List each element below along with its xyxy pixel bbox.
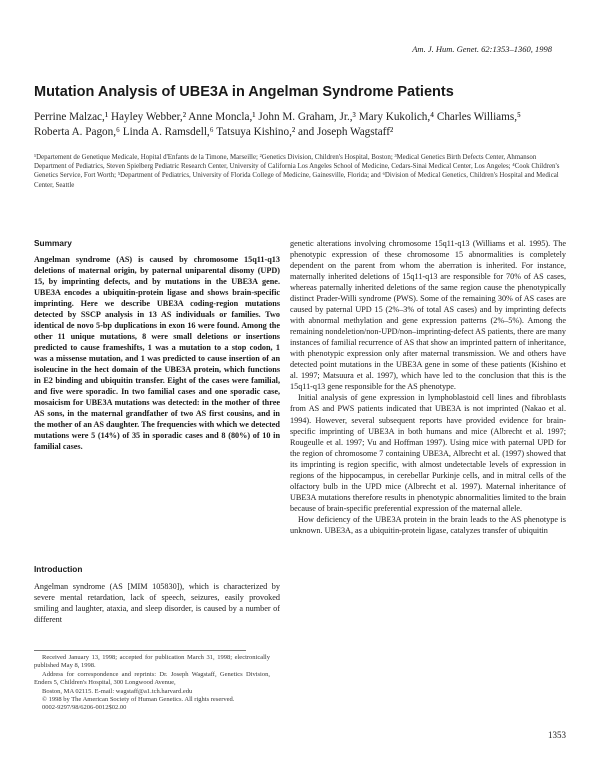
- article-title: Mutation Analysis of UBE3A in Angelman Syndrome Patients: [34, 84, 454, 100]
- intro-paragraph-2: genetic alterations involving chromosome 15q11-q13 (Williams et al. 1995). The phenotypic expression of these chromosome 15 abnormalities is completely dependent on the parent from whom the aberration is inherited. For instance, maternally inherited deletions of 15q11-q13 are responsible for 70% of AS cases, whereas paternally inherited deletions of the same region cause the phenotypically distinct Prader-Willi syndrome (PWS). Some of the remaining 30% of AS cases are caused by paternal UPD 15 (2%–3% of total AS cases) and by imprinting defects with abnormal methylation and gene expression patterns (2%–5%). Among the remaining nondeletion/non-UPD/non–imprinting-defect AS patients, there are many instances of familial recurrence of AS that show an imprinted pattern of inheritance, with phenotypic expression only after maternal transmission. We and others have detected point mutations in the UBE3A gene in some of these patients (Kishino et al. 1997; Matsuura et al. 1997), which have led to the conclusion that this is the 15q11-q13 gene responsible for the AS phenotype.: [290, 239, 566, 392]
- footnote-address: Address for correspondence and reprints: Dr. Joseph Wagstaff, Genetics Division, Enders 5, Children's Hospital, 300 Longwood Avenue,: [34, 670, 270, 687]
- introduction-left-text: [34, 581, 280, 625]
- intro-paragraph-4: How deficiency of the UBE3A protein in the brain leads to the AS phenotype is unknown. UBE3A, as a ubiquitin-protein ligase, catalyzes transfer of ubiquitin: [290, 514, 566, 535]
- author-list: Perrine Malzac,¹ Hayley Webber,² Anne Moncla,¹ John M. Graham, Jr.,³ Mary Kukolich,⁴ Charles Williams,⁵ Roberta A. Pagon,⁶ Linda A. Ramsdell,⁶ Tatsuya Kishino,² and Joseph Wagstaff²: [34, 111, 521, 138]
- page-number: 1353: [548, 730, 566, 740]
- introduction-heading: Introduction: [34, 564, 83, 574]
- journal-citation: Am. J. Hum. Genet. 62:1353–1360, 1998: [412, 44, 552, 54]
- intro-paragraph-1: Angelman syndrome (AS [MIM 105830]), which is characterized by severe mental retardation, lack of speech, seizures, easily provoked smiling and laughter, ataxia, and sleep disorder, is caused by a number of different: [34, 582, 280, 625]
- summary-heading: Summary: [34, 238, 72, 248]
- footnote-divider: [34, 650, 246, 651]
- introduction-right-text: [290, 238, 566, 536]
- footnote-address-cont: Boston, MA 02115. E-mail: wagstaff@a1.tch.harvard.edu: [42, 687, 193, 695]
- summary-text: [34, 254, 280, 452]
- intro-paragraph-3: Initial analysis of gene expression in lymphoblastoid cell lines and fibroblasts from AS and PWS patients indicated that UBE3A is not imprinted (Nakao et al. 1994). However, several subsequent reports have provided evidence for brain-specific imprinting of UBE3A in both humans and mice (Albrecht et al. 1997; Rougeulle et al. 1997; Vu and Hoffman 1997). Using mice with paternal UPD for the region of chromosome 7 containing UBE3A, Albrecht et al. (1997) showed that its imprinting is region specific, with almost undetectable levels of expression in regions of the hippocampus, in cerebellar Purkinje cells, and in mitral cells of the olfactory bulb in the UPD mice (Albrecht et al. 1997). Maternal inheritance of UBE3A mutations therefore results in phenotypic abnormalities limited to the brain because of brain-specific preferential expression of the maternal allele.: [290, 393, 566, 513]
- footnotes: [34, 654, 270, 713]
- footnote-received: Received January 13, 1998; accepted for publication March 31, 1998; electronically published May 8, 1998.: [34, 654, 270, 670]
- summary-paragraph: Angelman syndrome (AS) is caused by chromosome 15q11-q13 deletions of maternal origin, by paternal uniparental disomy (UPD) 15, by imprinting defects, and by mutations in the UBE3A gene. UBE3A encodes a ubiquitin-protein ligase and shows brain-specific imprinting. Here we describe UBE3A coding-region mutations detected by SSCP analysis in 13 AS individuals or families. Two identical de novo 5-bp duplications in exon 16 were found. Among the other 11 unique mutations, 8 were small deletions or insertions predicted to cause frameshifts, 1 was a mutation to a stop codon, 1 was a missense mutation, and 1 was predicted to cause insertion of an isoleucine in the hect domain of the UBE3A protein, which functions in E2 binding and ubiquitin transfer. Eight of the cases were familial, and five were sporadic. In two familial cases and one sporadic case, mosaicism for UBE3A mutations was detected: in the mother of three AS sons, in the maternal grandfather of two AS first cousins, and in the mother of an AS daughter. The frequencies with which we detected mutations were 5 (14%) of 35 in sporadic cases and 8 (80%) of 10 in familial cases.: [34, 255, 280, 452]
- affiliations: ¹Departement de Genetique Medicale, Hopital d'Enfants de la Timone, Marseille; ²Genetics Division, Children's Hospital, Boston; ³Medical Genetics Birth Defects Center, Ahmanson Department of Pediatrics, Steven Spielberg Pediatric Research Center, University of California Los Angeles School of Medicine, Cedars-Sinai Medical Center, Los Angeles; ⁴Cook Children's Genetics Service, Fort Worth; ⁵Department of Pediatrics, University of Florida College of Medicine, Gainesville, Florida; and ⁶Division of Medical Genetics, Children's Hospital and Medical Center, Seattle: [34, 154, 560, 189]
- footnote-copyright: © 1998 by The American Society of Human Genetics. All rights reserved.: [42, 696, 235, 704]
- footnote-issn: 0002-9297/98/6206-0012$02.00: [42, 704, 127, 712]
